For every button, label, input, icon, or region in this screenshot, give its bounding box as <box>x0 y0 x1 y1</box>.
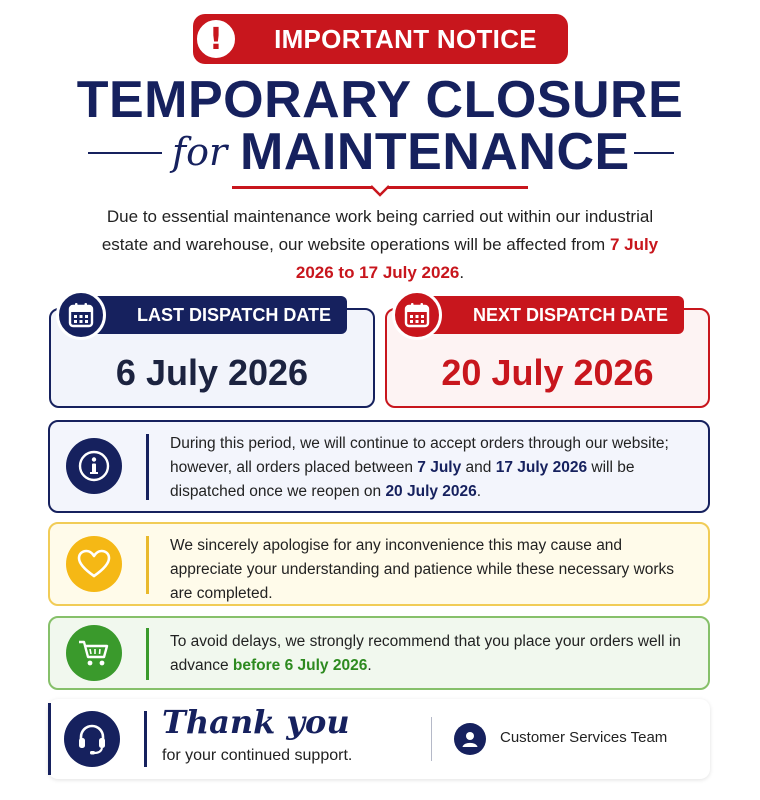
team-separator <box>431 717 432 761</box>
customer-services-team: Customer Services Team <box>500 729 668 746</box>
shopping-cart-icon <box>66 625 122 681</box>
thank-you-strip <box>48 699 710 779</box>
thank-you-heading: Thank you <box>162 703 350 741</box>
advice-text <box>170 630 696 678</box>
thanks-divider <box>144 711 147 767</box>
info-highlight-end: 17 July 2026 <box>495 459 588 476</box>
title-for-word: for <box>172 130 228 174</box>
title-right-rule <box>634 152 674 154</box>
info-icon <box>66 438 122 494</box>
intro-date-range: 7 July 2026 to 17 July 2026 <box>295 235 659 282</box>
advice-highlight: before 6 July 2026 <box>232 657 368 674</box>
title-line-1: TEMPORARY CLOSURE <box>76 71 684 129</box>
next-dispatch-card <box>385 304 710 408</box>
info-text-part: will be dispatched once we reopen on <box>170 459 635 500</box>
last-dispatch-date: 6 July 2026 <box>115 352 309 393</box>
info-divider <box>146 434 149 500</box>
underline-caret <box>371 185 389 197</box>
title-left-rule <box>88 152 162 154</box>
info-box <box>48 420 710 513</box>
thank-you-subtitle: for your continued support. <box>162 747 353 764</box>
next-dispatch-date: 20 July 2026 <box>441 352 654 393</box>
info-text-part: and <box>461 459 496 476</box>
next-dispatch-label: NEXT DISPATCH DATE <box>421 296 684 334</box>
intro-text: Due to essential maintenance work being carried out within our industrial estate and warehouse, our website operations will be affected from <box>101 207 654 254</box>
advice-text-part: . <box>367 657 372 674</box>
title-line-2: MAINTENANCE <box>240 123 630 181</box>
advice-text-part: To avoid delays, we strongly recommend that you place your orders well in advance <box>170 633 681 674</box>
advice-box <box>48 616 710 690</box>
apology-box <box>48 522 710 606</box>
advice-divider <box>146 628 149 680</box>
intro-paragraph <box>90 203 670 287</box>
info-highlight-reopen: 20 July 2026 <box>385 483 477 500</box>
apology-text: We sincerely apologise for any inconvenience this may cause and appreciate your understanding and patience while these necessary works are completed. <box>170 537 675 602</box>
calendar-icon <box>392 290 442 340</box>
calendar-icon <box>56 290 106 340</box>
last-dispatch-card <box>49 304 375 408</box>
notice-label: IMPORTANT NOTICE <box>274 23 537 54</box>
headset-icon <box>64 711 120 767</box>
apology-divider <box>146 536 149 594</box>
info-highlight-start: 7 July <box>417 459 462 476</box>
last-dispatch-label: LAST DISPATCH DATE <box>85 296 347 334</box>
title-line-2-row <box>0 124 760 180</box>
important-notice-banner <box>193 14 568 64</box>
heart-icon <box>66 536 122 592</box>
exclamation-icon: ! <box>193 16 239 62</box>
info-text-part: During this period, we will continue to accept orders through our website; however, all orders placed between <box>170 435 669 476</box>
info-text <box>170 432 696 504</box>
thanks-edge-accent <box>48 703 51 775</box>
intro-text-end: . <box>459 263 465 282</box>
user-icon <box>454 723 486 755</box>
info-text-part: . <box>476 483 482 500</box>
